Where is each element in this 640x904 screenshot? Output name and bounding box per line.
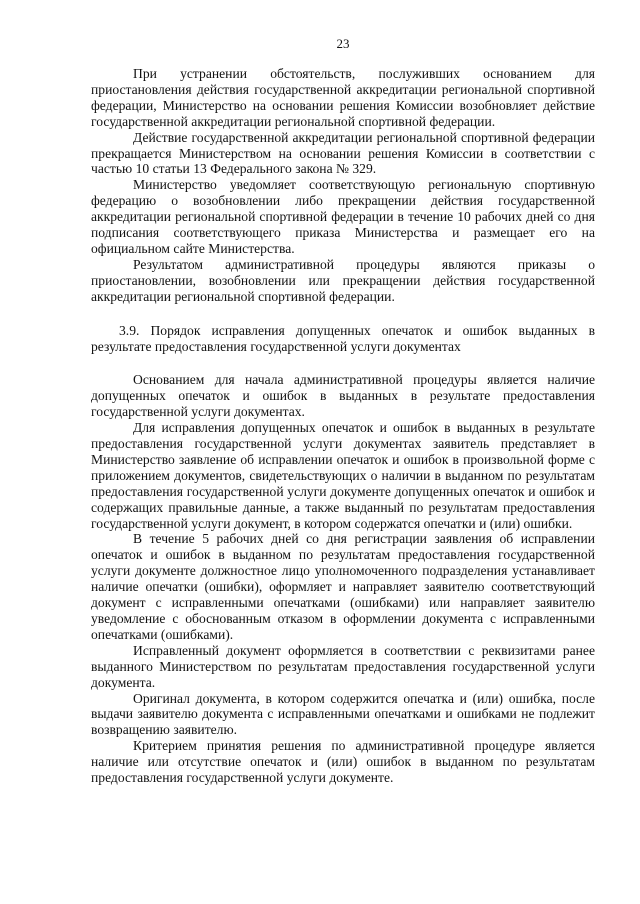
paragraph: Оригинал документа, в котором содержится опечатка и (или) ошибка, после выдачи заявителю документа с исправленными опечатками и ошибками не подлежит возвращению заявителю. [91,690,595,738]
paragraph: В течение 5 рабочих дней со дня регистрации заявления об исправлении опечаток и ошибок в выданном по результатам предоставления государственной услуги документе должностное лицо уполномоченного подразделения устанавливает наличие опечатки (ошибки), оформляет и направляет заявителю соответствующий документ с исправленными опечатками (ошибками) или направляет заявителю уведомление с обоснованным отказом в оформлении документа с исправленными опечатками (ошибками). [91,531,595,642]
paragraph: Для исправления допущенных опечаток и ошибок в выданных в результате предоставления государственной услуги документах заявитель представляет в Министерство заявление об исправлении опечаток и ошибок в произвольной форме с приложением документов, свидетельствующих о наличии в выданном по результатам предоставления государственной услуги документе допущенных опечаток и ошибок и содержащих правильные данные, а также выданный по результатам предоставления государственной услуги документ, в котором содержатся опечатки и (или) ошибки. [91,420,595,531]
paragraph: Министерство уведомляет соответствующую региональную спортивную федерацию о возобновлении либо прекращении действия государственной аккредитации региональной спортивной федерации в течение 10 рабочих дней со дня подписания соответствующего приказа Министерства и размещает его на официальном сайте Министерства. [91,177,595,256]
section-heading: 3.9. Порядок исправления допущенных опечаток и ошибок выданных в результате предоставления государственной услуги документах [91,322,595,354]
paragraph: Действие государственной аккредитации региональной спортивной федерации прекращается Министерством на основании решения Комиссии в соответствии с частью 10 статьи 13 Федерального закона № 329. [91,129,595,177]
paragraph: Исправленный документ оформляется в соответствии с реквизитами ранее выданного Министерством по результатам предоставления государственной услуги документа. [91,642,595,690]
paragraph: Результатом административной процедуры являются приказы о приостановлении, возобновлении или прекращении действия государственной аккредитации региональной спортивной федерации. [91,256,595,304]
paragraph: При устранении обстоятельств, послуживших основанием для приостановления действия государственной аккредитации региональной спортивной федерации, Министерство на основании решения Комиссии возобновляет действие государственной аккредитации региональной спортивной федерации. [91,66,595,129]
document-page [91,36,595,786]
paragraph: Основанием для начала административной процедуры является наличие допущенных опечаток и ошибок в выданных в результате предоставления государственной услуги документах. [91,372,595,420]
paragraph: Критерием принятия решения по административной процедуре является наличие или отсутствие опечаток и (или) ошибок в выданном по результатам предоставления государственной услуги документе. [91,738,595,786]
page-number: 23 [336,36,350,51]
